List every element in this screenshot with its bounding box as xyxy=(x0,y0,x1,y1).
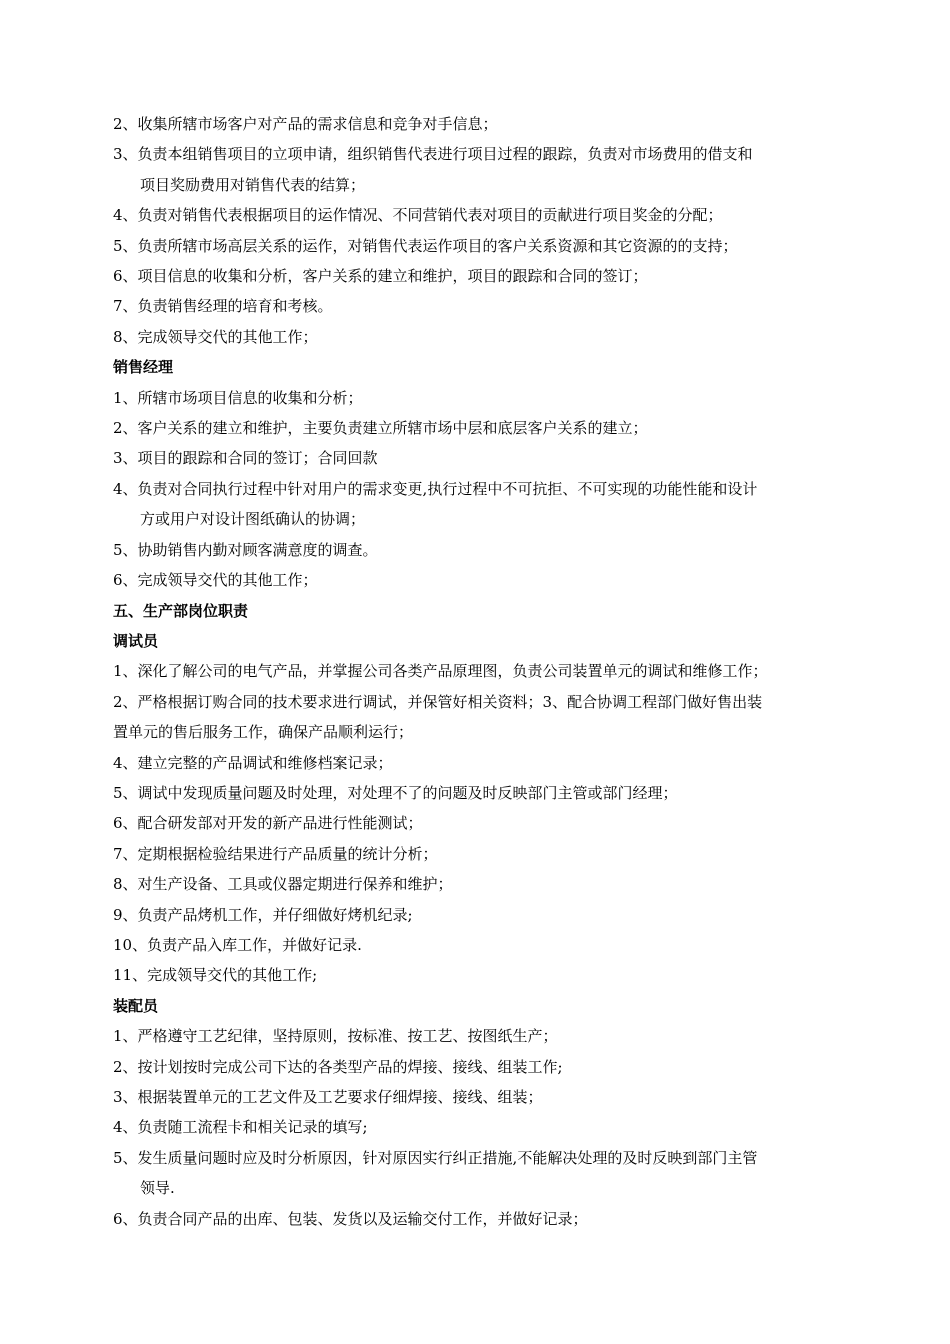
list-item: 10、负责产品入库工作，并做好记录. xyxy=(113,935,362,954)
list-item: 2、按计划按时完成公司下达的各类型产品的焊接、接线、组装工作; xyxy=(113,1057,563,1076)
list-item: 5、发生质量问题时应及时分析原因，针对原因实行纠正措施,不能解决处理的及时反映到部门主管 xyxy=(113,1148,758,1167)
list-item: 1、严格遵守工艺纪律，坚持原则，按标准、按工艺、按图纸生产； xyxy=(113,1027,558,1046)
list-item: 2、收集所辖市场客户对产品的需求信息和竞争对手信息； xyxy=(113,115,498,133)
list-item: 6、负责合同产品的出库、包装、发货以及运输交付工作，并做好记录； xyxy=(113,1209,588,1228)
section-heading: 销售经理 xyxy=(113,358,174,377)
list-item: 9、负责产品烤机工作，并仔细做好烤机纪录; xyxy=(113,905,413,924)
list-item: 6、项目信息的收集和分析，客户关系的建立和维护，项目的跟踪和合同的签订； xyxy=(113,267,648,286)
section-heading: 调试员 xyxy=(113,631,159,650)
list-item: 4、负责随工流程卡和相关记录的填写; xyxy=(113,1118,368,1137)
list-item: 5、协助销售内勤对顾客满意度的调查。 xyxy=(113,540,378,559)
list-item: 3、负责本组销售项目的立项申请，组织销售代表进行项目过程的跟踪，负责对市场费用的借支和 xyxy=(113,145,753,164)
list-item: 5、调试中发现质量问题及时处理，对处理不了的问题及时反映部门主管或部门经理； xyxy=(113,783,678,802)
list-item: 1、深化了解公司的电气产品，并掌握公司各类产品原理图，负责公司装置单元的调试和维修工作； xyxy=(113,662,768,681)
list-item: 2、客户关系的建立和维护，主要负责建立所辖市场中层和底层客户关系的建立； xyxy=(113,419,648,438)
list-item-continuation: 项目奖励费用对销售代表的结算； xyxy=(140,175,366,194)
list-item: 3、项目的跟踪和合同的签订；合同回款 xyxy=(113,449,378,468)
list-item: 11、完成领导交代的其他工作; xyxy=(113,966,318,985)
list-item: 2、严格根据订购合同的技术要求进行调试，并保管好相关资料；3、配合协调工程部门做好售出装 xyxy=(113,692,763,711)
list-item: 7、负责销售经理的培育和考核。 xyxy=(113,297,333,316)
list-item: 4、负责对销售代表根据项目的运作情况、不同营销代表对项目的贡献进行项目奖金的分配； xyxy=(113,206,723,225)
document-page xyxy=(113,109,838,1234)
list-item: 8、对生产设备、工具或仪器定期进行保养和维护； xyxy=(113,875,453,894)
list-item: 1、所辖市场项目信息的收集和分析； xyxy=(113,388,363,407)
list-item-continuation: 置单元的售后服务工作，确保产品顺利运行； xyxy=(113,723,414,742)
list-item: 4、负责对合同执行过程中针对用户的需求变更,执行过程中不可抗拒、不可实现的功能性能和设计 xyxy=(113,479,758,498)
section-heading: 五、生产部岗位职责 xyxy=(113,601,249,620)
list-item: 6、完成领导交代的其他工作； xyxy=(113,571,318,590)
list-item: 5、负责所辖市场高层关系的运作，对销售代表运作项目的客户关系资源和其它资源的的支持； xyxy=(113,236,738,255)
list-item: 3、根据装置单元的工艺文件及工艺要求仔细焊接、接线、组装； xyxy=(113,1088,543,1106)
list-item-continuation: 领导. xyxy=(140,1179,175,1198)
section-heading: 装配员 xyxy=(113,996,159,1015)
list-item: 8、完成领导交代的其他工作； xyxy=(113,327,318,346)
list-item-continuation: 方或用户对设计图纸确认的协调； xyxy=(140,510,366,529)
list-item: 4、建立完整的产品调试和维修档案记录； xyxy=(113,753,393,772)
list-item: 7、定期根据检验结果进行产品质量的统计分析； xyxy=(113,844,438,863)
list-item: 6、配合研发部对开发的新产品进行性能测试； xyxy=(113,814,423,833)
